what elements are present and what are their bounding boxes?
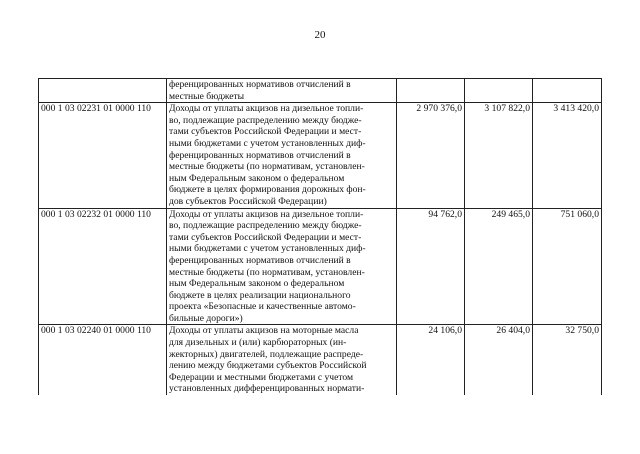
table-row — [39, 79, 602, 103]
description-line: Доходы от уплаты акцизов на дизельное топли- — [169, 103, 364, 115]
description-line: тами субъектов Российской Федерации и мест- — [169, 231, 362, 243]
value-cell-year-1: 94 762,0 — [397, 208, 465, 325]
budget-code-cell — [39, 79, 167, 103]
budget-code-cell: 000 1 03 02240 01 0000 110 — [39, 325, 167, 395]
page-number: 20 — [314, 29, 326, 41]
budget-code-cell: 000 1 03 02231 01 0000 110 — [39, 103, 167, 208]
description-line: дов субъектов Российской Федерации) — [169, 195, 327, 207]
table-row — [39, 208, 602, 325]
description-line: для дизельных и (или) карбюраторных (ин- — [169, 337, 347, 349]
description-cell — [167, 79, 397, 103]
budget-code-cell: 000 1 03 02232 01 0000 110 — [39, 208, 167, 325]
description-line: во, подлежащие распределению между бюдже- — [169, 114, 362, 126]
value-cell-year-3: 32 750,0 — [533, 325, 602, 395]
value-cell-year-2: 26 404,0 — [465, 325, 533, 395]
description-line: установленных дифференцированных нормати- — [169, 383, 365, 395]
table-row — [39, 325, 602, 395]
description-line: проекта «Безопасные и качественные автомо- — [169, 301, 356, 313]
description-line: ференцированных нормативов отчислений в — [169, 254, 351, 266]
value-cell-year-1: 2 970 376,0 — [397, 103, 465, 208]
value-cell-year-3 — [533, 79, 602, 103]
description-line: местные бюджеты — [169, 90, 245, 102]
value-cell-year-3: 751 060,0 — [533, 208, 602, 325]
description-line: ференцированных нормативов отчислений в — [169, 149, 351, 161]
description-cell — [167, 208, 397, 325]
description-line: тами субъектов Российской Федерации и мест- — [169, 126, 362, 138]
description-line: ными бюджетами с учетом установленных диф- — [169, 137, 366, 149]
budget-revenue-table — [38, 78, 602, 395]
description-line: местные бюджеты (по нормативам, установлен- — [169, 161, 365, 173]
description-line: ным Федеральным законом о федеральном — [169, 172, 345, 184]
value-cell-year-2: 249 465,0 — [465, 208, 533, 325]
description-line: бюджете в целях реализации национального — [169, 289, 351, 301]
value-cell-year-1 — [397, 79, 465, 103]
description-line: лению между бюджетами субъектов Российской — [169, 360, 367, 372]
description-cell — [167, 103, 397, 208]
value-cell-year-2 — [465, 79, 533, 103]
value-cell-year-2: 3 107 822,0 — [465, 103, 533, 208]
value-cell-year-1: 24 106,0 — [397, 325, 465, 395]
description-cell — [167, 325, 397, 395]
description-line: ференцированных нормативов отчислений в — [169, 79, 351, 90]
description-line: ным Федеральным законом о федеральном — [169, 278, 345, 290]
description-line: во, подлежащие распределению между бюдже- — [169, 220, 362, 232]
description-line: Федерации и местными бюджетами с учетом — [169, 371, 354, 383]
description-line: бильные дороги») — [169, 312, 243, 324]
description-line: бюджете в целях формирования дорожных фон- — [169, 184, 366, 196]
value-cell-year-3: 3 413 420,0 — [533, 103, 602, 208]
description-line: местные бюджеты (по нормативам, установлен- — [169, 266, 365, 278]
description-line: Доходы от уплаты акцизов на дизельное топли- — [169, 208, 364, 220]
description-line: Доходы от уплаты акцизов на моторные масла — [169, 325, 359, 337]
description-line: жекторных) двигателей, подлежащие распреде- — [169, 348, 364, 360]
table-row — [39, 103, 602, 208]
description-line: ными бюджетами с учетом установленных диф- — [169, 243, 366, 255]
table-body — [39, 79, 602, 396]
